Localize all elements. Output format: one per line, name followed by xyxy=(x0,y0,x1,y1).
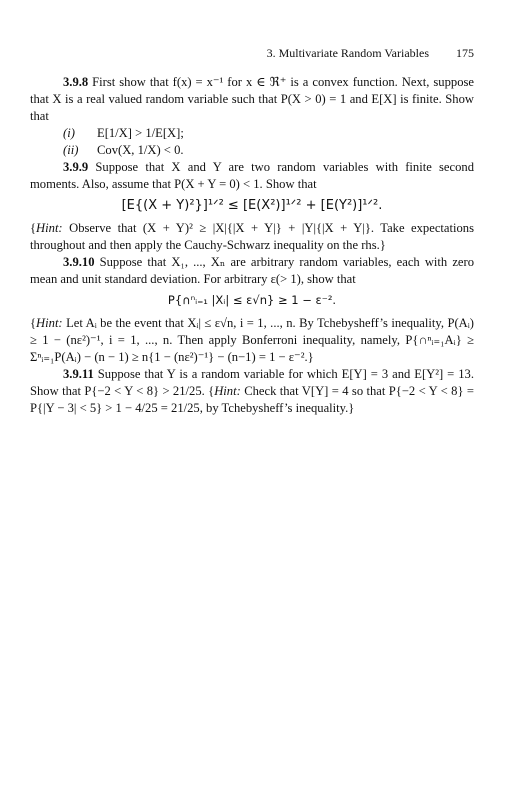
item-text: E[1/X] > 1/E[X]; xyxy=(97,126,184,140)
running-header xyxy=(0,46,474,61)
exercise-intro: Suppose that X₁, ..., Xₙ are arbitrary random variables, each with zero mean and unit standard deviation. For arbitrary ε(> 1), show that xyxy=(30,255,474,286)
hint-label: Hint: xyxy=(214,384,241,398)
hint-text: Check that V[Y] = 4 so that P{−2 < Y < 8} = P{|Y − 3| < 5} > 1 − 4/25 = 21/25, by Tchebysheff’s inequality.} xyxy=(30,384,474,415)
display-equation: P{∩ⁿᵢ₌₁ |Xᵢ| ≤ ε√n} ≥ 1 − ε⁻². xyxy=(167,293,337,307)
display-equation: [E{(X + Y)²}]¹ᐟ² ≤ [E(X²)]¹ᐟ² + [E(Y²)]¹ᐟ². xyxy=(121,198,383,213)
exercise-number: 3.9.9 xyxy=(63,160,89,174)
hint-paragraph: {Hint: Let Aᵢ be the event that Xᵢ| ≤ ε√n, i = 1, ..., n. By Tchebysheff’s inequality, P(Aᵢ) ≥ 1 − (nε²)⁻¹, i = 1, ..., n. Then apply Bonferroni inequality, namely, P{∩ⁿᵢ₌₁Aᵢ} ≥ Σⁿᵢ₌₁P(Aᵢ) − (n − 1) ≥ n{1 − (nε²)⁻¹} − (n−1) = 1 − ε⁻².} xyxy=(30,316,474,364)
exercise-text xyxy=(30,74,474,417)
chapter-title: 3. Multivariate Random Variables xyxy=(266,46,429,60)
exercise-number: 3.9.8 xyxy=(63,75,89,89)
exercise-intro: Suppose that Y is a random variable for which E[Y] = 3 and E[Y²] = 13. Show that P{−2 < Y < 8} > 21/25. xyxy=(30,367,474,398)
list-item xyxy=(30,142,474,159)
item-text: Cov(X, 1/X) < 0. xyxy=(97,143,184,157)
exercise-number: 3.9.11 xyxy=(63,367,94,381)
item-label: (ii) xyxy=(63,143,79,157)
hint-label: Hint: xyxy=(36,316,63,330)
item-label: (i) xyxy=(63,126,75,140)
hint-paragraph: {Hint: Observe that (X + Y)² ≥ |X|{|X + Y|} + |Y|{|X + Y|}. Take expectations throughout and then apply the Cauchy-Schwarz inequality on the rhs.} xyxy=(30,221,474,252)
exercise-intro: Suppose that X and Y are two random variables with finite second moments. Also, assume that P(X + Y = 0) < 1. Show that xyxy=(30,160,475,191)
hint-text: Let Aᵢ be the event that Xᵢ| ≤ ε√n, i = 1, ..., n. By Tchebysheff’s inequality, P(Aᵢ) ≥ 1 − (nε²)⁻¹, i = 1, ..., n. Then apply Bonferroni inequality, namely, P{∩ⁿᵢ₌₁Aᵢ} ≥ Σⁿᵢ₌₁P(Aᵢ) − (n − 1) ≥ n{1 − (nε²)⁻¹} − (n−1) = 1 − ε⁻².} xyxy=(30,316,474,364)
exercise-3-9-8 xyxy=(30,74,474,125)
exercise-3-9-11: 3.9.11 Suppose that Y is a random variable for which E[Y] = 3 and E[Y²] = 13. Show that P{−2 < Y < 8} > 21/25. {Hint: Check that V[Y] = 4 so that P{−2 < Y < 8} = P{|Y − 3| < 5} > 1 − 4/25 = 21/25, by Tchebysheff’s inequality.} xyxy=(30,367,474,415)
page-number: 175 xyxy=(456,46,474,60)
hint-label: Hint: xyxy=(36,221,63,235)
exercise-3-9-10 xyxy=(30,254,474,288)
exercise-3-9-9 xyxy=(30,159,474,193)
hint-text: Observe that (X + Y)² ≥ |X|{|X + Y|} + |Y|{|X + Y|}. Take expectations throughout and then apply the Cauchy-Schwarz inequality on the rhs.} xyxy=(30,221,474,252)
exercise-intro: First show that f(x) = x⁻¹ for x ∈ ℜ⁺ is a convex function. Next, suppose that X is a real valued random variable such that P(X > 0) = 1 and E[X] is finite. Show that xyxy=(30,75,474,123)
list-item xyxy=(30,125,474,142)
exercise-number: 3.9.10 xyxy=(63,255,95,269)
